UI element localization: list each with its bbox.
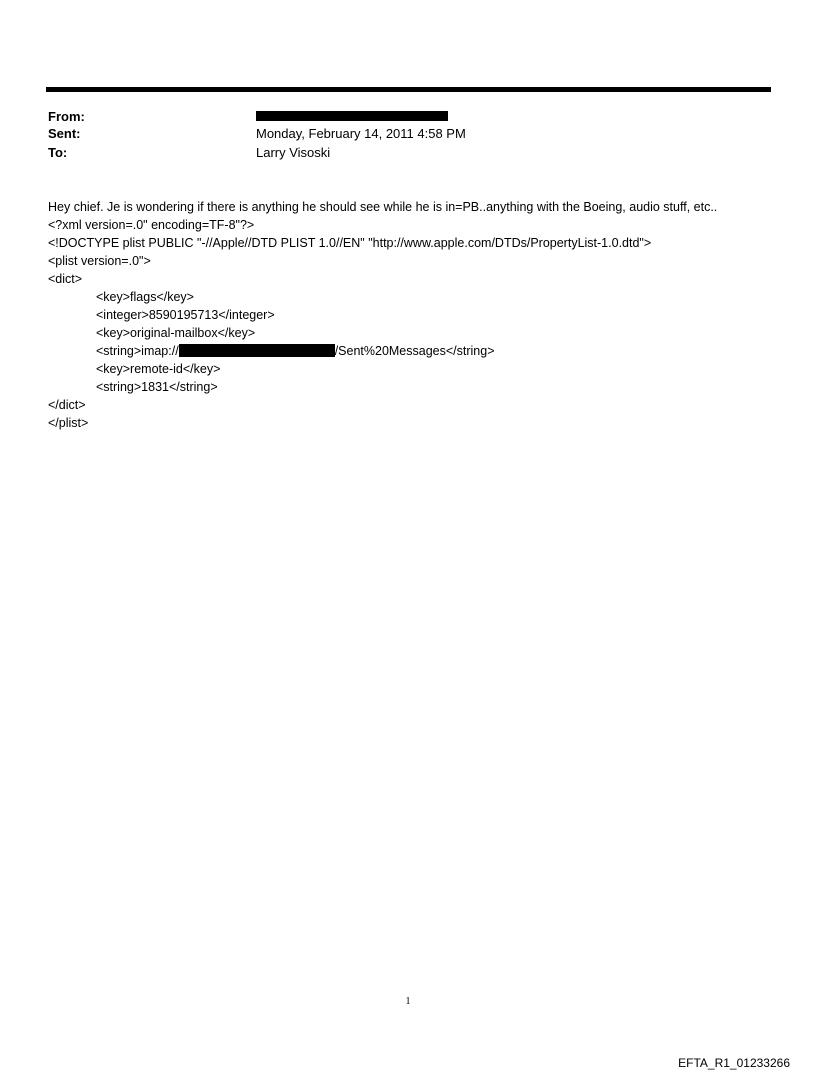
sent-label: Sent: [48,126,81,141]
header-rule [46,87,771,92]
mailbox-suffix: /Sent%20Messages</string> [334,344,495,358]
plist-close: </plist> [48,416,89,430]
doctype-line: <!DOCTYPE plist PUBLIC "-//Apple//DTD PLIST 1.0//EN" "http://www.apple.com/DTDs/PropertyList-1.0.dtd"> [48,236,652,250]
message-text: Hey chief. Je is wondering if there is anything he should see while he is in=PB..anything with the Boeing, audio stuff, etc.. [48,200,718,214]
sent-row [48,125,768,143]
dict-open: <dict> [48,272,83,286]
mailbox-prefix: <string>imap:// [96,344,179,358]
from-label: From: [48,109,85,124]
to-label: To: [48,145,68,160]
string-remote-id: <string>1831</string> [96,380,218,394]
plist-open: <plist version=.0"> [48,254,151,268]
dict-close: </dict> [48,398,86,412]
xml-declaration: <?xml version=.0" encoding=TF-8"?> [48,218,255,232]
key-original-mailbox: <key>original-mailbox</key> [96,326,256,340]
to-row [48,144,768,162]
to-value: Larry Visoski [256,145,331,160]
redaction-block [256,111,448,121]
integer-flags: <integer>8590195713</integer> [96,308,275,322]
document-id: EFTA_R1_01233266 [678,1056,790,1070]
email-body [48,198,778,432]
key-flags: <key>flags</key> [96,290,194,304]
from-row [48,108,768,126]
page-number: 1 [405,996,411,1007]
sent-value: Monday, February 14, 2011 4:58 PM [256,126,466,141]
key-remote-id: <key>remote-id</key> [96,362,221,376]
redaction-block [179,344,335,357]
from-value [256,108,448,126]
string-original-mailbox [48,342,778,360]
